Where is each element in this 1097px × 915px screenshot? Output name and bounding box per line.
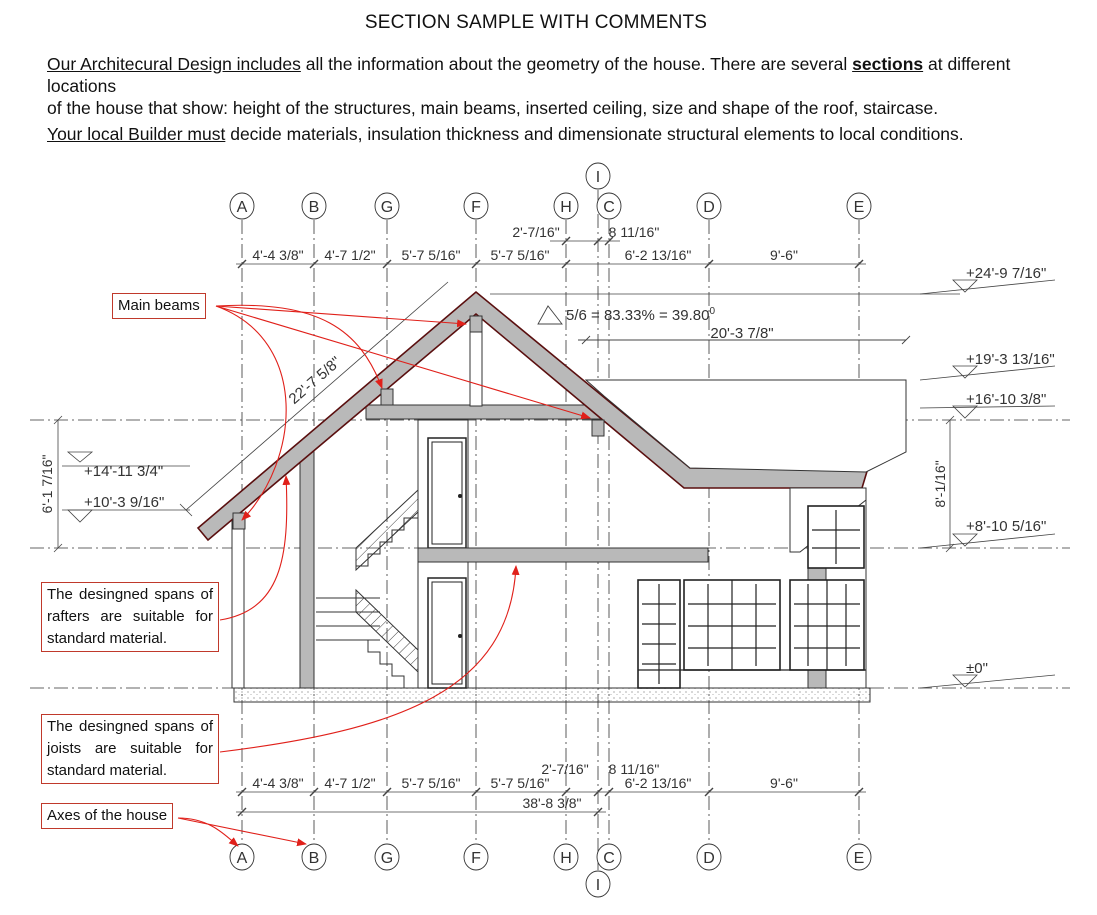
level-right-1: +24'-9 7/16": [966, 265, 1047, 282]
axis-label-top-d: D: [703, 199, 715, 216]
dim-top-2: 4'-7 1/2": [324, 247, 376, 263]
axis-label-top-i: I: [595, 169, 601, 186]
axis-label-top-e: E: [853, 199, 865, 216]
dim-top-small-2: 8 11/16": [608, 224, 660, 240]
slope-value: 5/6 = 83.33% = 39.80: [566, 307, 710, 324]
axis-label-top-b: B: [308, 199, 320, 216]
dim-top-small-1: 2'-7/16": [512, 224, 560, 240]
dim-top-6: 9'-6": [770, 247, 798, 263]
axis-label-bottom-h: H: [560, 850, 572, 867]
axis-label-bottom-a: A: [236, 850, 248, 867]
intro-sections-bold: sections: [852, 54, 924, 74]
note-joists: The desingned spans of joists are suitable for standard material.: [41, 714, 219, 784]
builder-link: Your local Builder must: [47, 124, 226, 144]
dim-bottom-1: 4'-4 3/8": [252, 775, 304, 791]
roof-length-label: 22'-7 5/8": [285, 353, 345, 408]
dim-top-4: 5'-7 5/16": [490, 247, 550, 263]
axis-label-bottom-g: G: [380, 850, 394, 867]
axis-label-top-a: A: [236, 199, 248, 216]
axis-label-bottom-b: B: [308, 850, 320, 867]
left-level-markers: [54, 416, 190, 552]
dim-bottom-4: 5'-7 5/16": [490, 775, 550, 791]
house-section: [198, 292, 906, 702]
note-rafters: The desingned spans of rafters are suitable for standard material.: [41, 582, 219, 652]
dim-top-3: 5'-7 5/16": [401, 247, 461, 263]
left-vertical-dim: 6'-1 7/16": [39, 454, 55, 514]
note-axes: Axes of the house: [41, 803, 173, 829]
level-left-1: +14'-11 3/4": [84, 463, 164, 480]
axis-label-bottom-i: I: [595, 877, 601, 894]
intro-text-2: at different locations: [47, 54, 1011, 96]
page-title: SECTION SAMPLE WITH COMMENTS: [364, 12, 708, 33]
axis-label-top-h: H: [560, 199, 572, 216]
dim-top-5: 6'-2 13/16": [624, 247, 692, 263]
slope-degree: 0: [709, 306, 716, 317]
builder-text: decide materials, insulation thickness and dimensionate structural elements to local conditions.: [225, 124, 964, 144]
dim-bottom-small-1: 2'-7/16": [541, 761, 589, 777]
axis-label-top-f: F: [471, 199, 481, 216]
upper-length-label: 20'-3 7/8": [710, 325, 774, 342]
intro-line-2: of the house that show: height of the structures, main beams, inserted ceiling, size and shape of the roof, staircase.: [47, 98, 939, 118]
dim-bottom-2: 4'-7 1/2": [324, 775, 376, 791]
axis-label-bottom-d: D: [703, 850, 715, 867]
intro-link: Our Architecural Design includes: [47, 54, 301, 74]
dim-top-1: 4'-4 3/8": [252, 247, 304, 263]
level-left-2: +10'-3 9/16": [84, 494, 165, 511]
level-right-3: +16'-10 3/8": [966, 391, 1047, 408]
dim-bottom-5: 6'-2 13/16": [624, 775, 692, 791]
axis-bubbles-top: [230, 163, 871, 219]
axis-label-bottom-c: C: [603, 850, 615, 867]
slope-label: [566, 306, 715, 324]
right-vertical-dim: 8'-1/16": [932, 460, 948, 508]
dim-bottom-total: 38'-8 3/8": [522, 795, 582, 811]
level-right-4: +8'-10 5/16": [966, 518, 1047, 535]
axis-label-top-c: C: [603, 199, 615, 216]
level-right-5: ±0": [966, 660, 988, 677]
axis-label-top-g: G: [380, 199, 394, 216]
dim-bottom-small-2: 8 11/16": [608, 761, 660, 777]
dim-bottom-3: 5'-7 5/16": [401, 775, 461, 791]
axis-label-bottom-e: E: [853, 850, 865, 867]
axis-label-bottom-f: F: [471, 850, 481, 867]
note-main-beams: Main beams: [112, 293, 206, 319]
level-right-2: +19'-3 13/16": [966, 351, 1055, 368]
intro-text-1: all the information about the geometry of the house. There are several: [300, 54, 853, 74]
dim-bottom-6: 9'-6": [770, 775, 798, 791]
axis-bubbles-bottom: [230, 844, 871, 897]
